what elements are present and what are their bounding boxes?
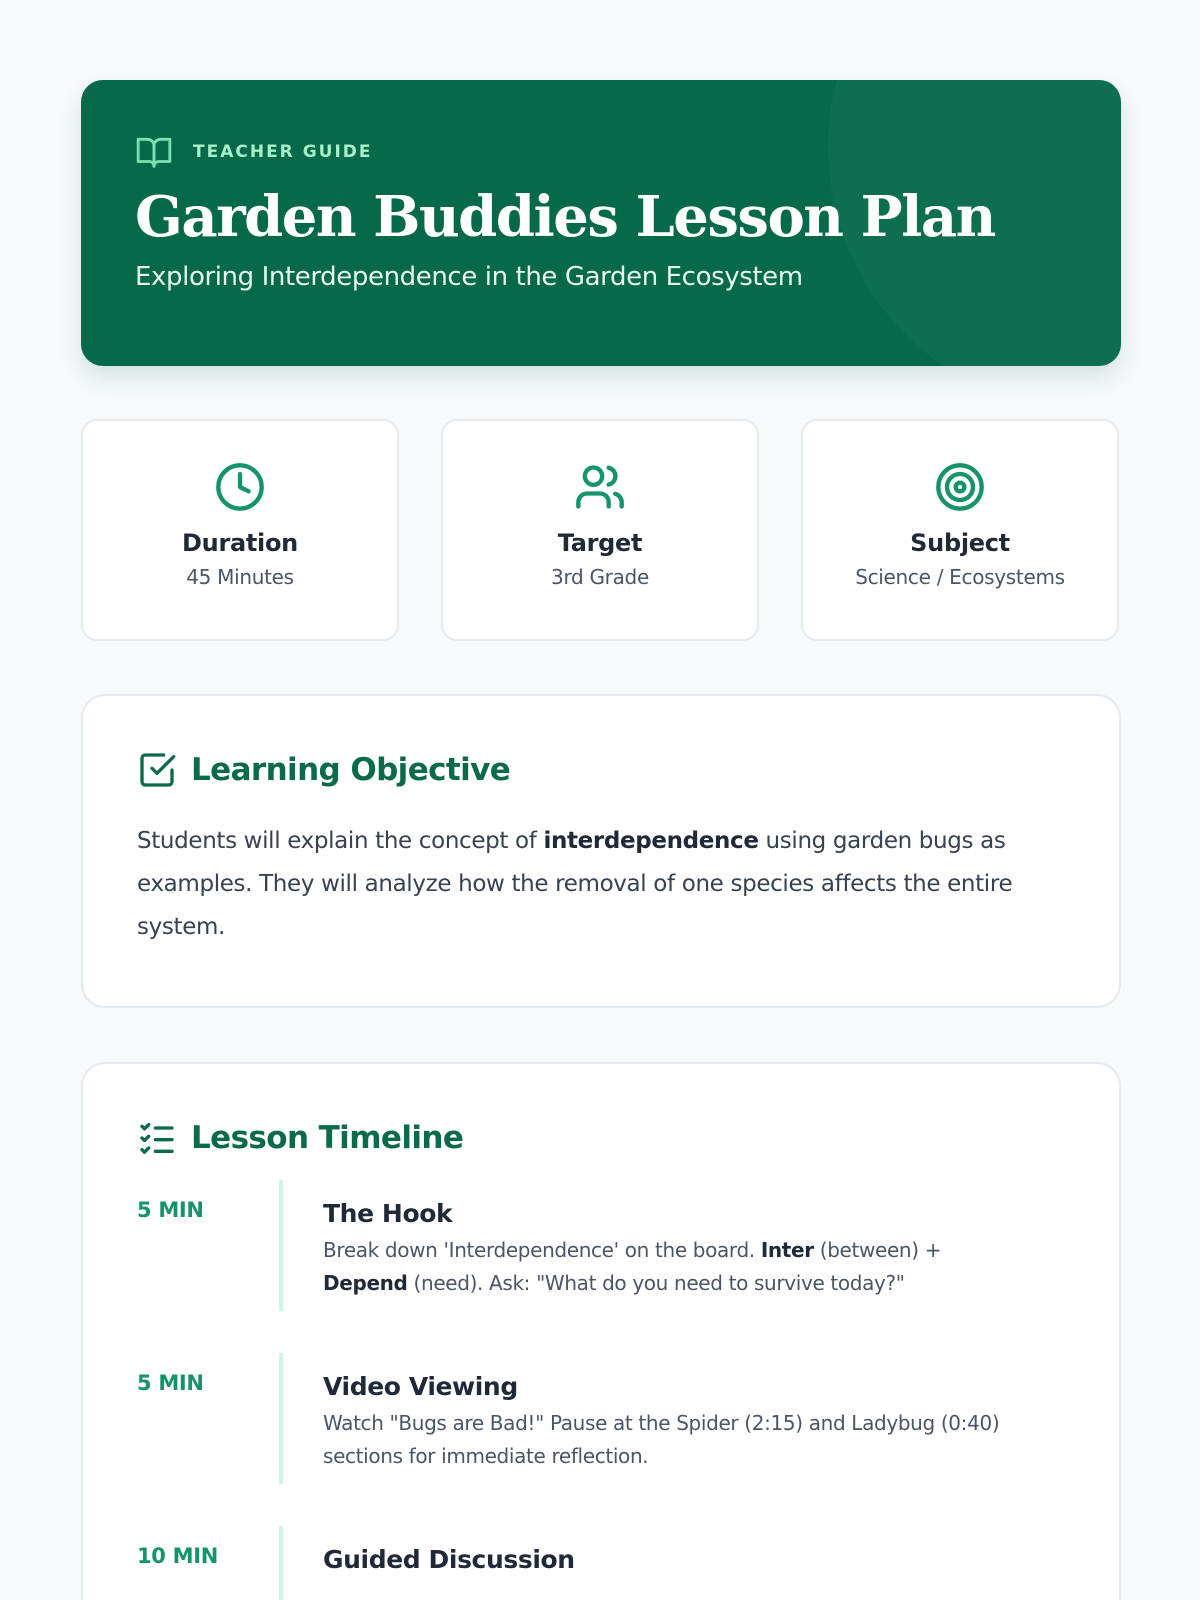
info-card-value: 45 Minutes	[186, 565, 294, 589]
header-label: TEACHER GUIDE	[193, 142, 373, 162]
section-title: Lesson Timeline	[191, 1120, 464, 1156]
page-title: Garden Buddies Lesson Plan	[135, 184, 995, 250]
timeline-step-description	[323, 1234, 1003, 1300]
timeline-duration: 10 MIN	[137, 1544, 219, 1568]
info-card-subject	[801, 419, 1119, 641]
list-checks-icon	[137, 1118, 177, 1158]
timeline-body	[279, 1526, 1065, 1600]
learning-objective-card	[81, 694, 1121, 1008]
timeline-duration: 5 MIN	[137, 1198, 204, 1222]
info-card-title: Duration	[182, 529, 298, 557]
description-text: (between) +	[813, 1238, 942, 1262]
description-text: Watch "Bugs are Bad!" Pause at the Spider (2:15) and Ladybug (0:40) sections for immediate reflection.	[323, 1411, 1000, 1468]
timeline-step-title: The Hook	[323, 1199, 453, 1228]
info-card-target	[441, 419, 759, 641]
timeline-step-title: Guided Discussion	[323, 1545, 575, 1574]
timeline-item	[137, 1180, 1065, 1353]
lesson-timeline-card	[81, 1062, 1121, 1600]
section-title: Learning Objective	[191, 752, 511, 788]
objective-text-end: using garden bugs as examples. They will analyze how the removal of one species affects the entire system.	[137, 828, 1013, 940]
section-header	[137, 750, 1065, 790]
target-icon	[934, 461, 986, 513]
info-card-title: Target	[557, 529, 643, 557]
info-card-value: Science / Ecosystems	[855, 565, 1065, 589]
info-card-duration	[81, 419, 399, 641]
description-text: Break down 'Interdependence' on the board.	[323, 1238, 761, 1262]
description-key-term: Inter	[760, 1238, 814, 1262]
timeline-list	[137, 1180, 1065, 1600]
book-open-icon	[135, 133, 173, 171]
description-key-term: Depend	[323, 1271, 408, 1295]
objective-key-term: interdependence	[543, 828, 759, 854]
lesson-info-row	[81, 419, 1120, 641]
info-card-title: Subject	[910, 529, 1010, 557]
header-label-row	[135, 132, 1067, 172]
lesson-header-banner	[81, 80, 1121, 366]
section-header	[137, 1118, 1065, 1158]
timeline-body	[279, 1353, 1065, 1484]
users-icon	[574, 461, 626, 513]
info-card-value: 3rd Grade	[551, 565, 649, 589]
timeline-step-title: Video Viewing	[323, 1372, 518, 1401]
timeline-item	[137, 1353, 1065, 1526]
objective-text-start: Students will explain the concept of	[137, 828, 544, 854]
page-subtitle: Exploring Interdependence in the Garden Ecosystem	[135, 262, 803, 292]
timeline-step-description	[323, 1407, 1003, 1473]
check-square-icon	[137, 750, 177, 790]
clock-icon	[214, 461, 266, 513]
objective-text	[137, 820, 1072, 949]
timeline-item	[137, 1526, 1065, 1600]
timeline-body	[279, 1180, 1065, 1311]
description-text: (need). Ask: "What do you need to survive today?"	[407, 1271, 905, 1295]
timeline-duration: 5 MIN	[137, 1371, 204, 1395]
